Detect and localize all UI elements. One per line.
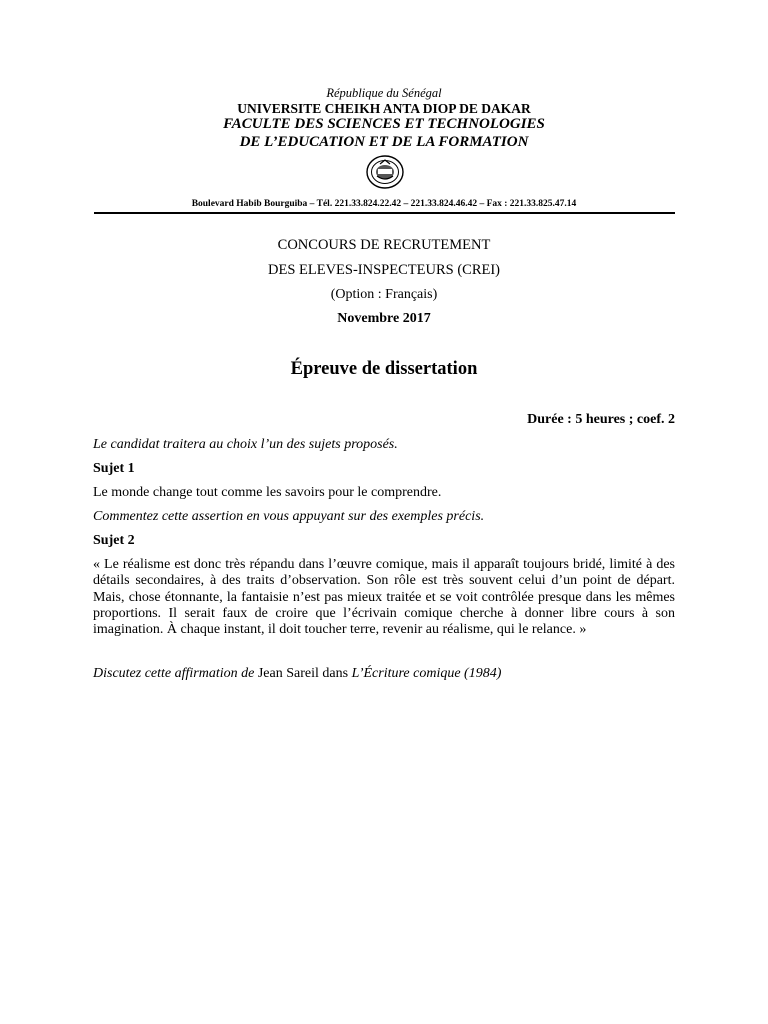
republic-line: République du Sénégal [326, 86, 442, 100]
sujet-1-instruction: Commentez cette assertion en vous appuyant sur des exemples précis. [93, 509, 485, 524]
general-instruction: Le candidat traitera au choix l’un des sujets proposés. [93, 437, 398, 452]
exam-title-line-2: DES ELEVES-INSPECTEURS (CREI) [268, 262, 500, 278]
sujet-2-quote: « Le réalisme est donc très répandu dans l’œuvre comique, mais il apparaît toujours bridé, limité à des détails secondaires, à des traits d’observation. Son rôle est très souvent celui d’un point de départ. Mais, chose étonnante, la fantaisie n’est pas mieux traitée et se voit contrôlée presque dans les mêmes proportions. Il serait faux de croire que l’écrivain comique cherche à donner libre cours à son imagination. À chaque instant, il doit toucher terre, revenir au réalisme, qui le relance. » [93, 557, 675, 638]
exam-date: Novembre 2017 [337, 311, 431, 326]
sujet-2-instruction [93, 666, 675, 682]
university-name: UNIVERSITE CHEIKH ANTA DIOP DE DAKAR [237, 101, 531, 116]
epreuve-title: Épreuve de dissertation [290, 359, 478, 379]
duration-coefficient: Durée : 5 heures ; coef. 2 [527, 412, 675, 427]
faculty-line-2: DE L’EDUCATION ET DE LA FORMATION [239, 134, 529, 150]
author-name: Jean Sareil [257, 666, 319, 681]
faculty-line-1: FACULTE DES SCIENCES ET TECHNOLOGIES [223, 116, 545, 132]
contact-address: Boulevard Habib Bourguiba – Tél. 221.33.824.22.42 – 221.33.824.46.42 – Fax : 221.33.825.47.14 [191, 199, 577, 209]
university-seal-icon [365, 154, 405, 190]
sujet-1-heading: Sujet 1 [93, 461, 135, 476]
sujet-2-heading: Sujet 2 [93, 533, 135, 548]
work-title: L’Écriture comique (1984) [351, 666, 502, 681]
exam-title-line-1: CONCOURS DE RECRUTEMENT [277, 237, 491, 253]
sujet-1-statement: Le monde change tout comme les savoirs pour le comprendre. [93, 485, 442, 500]
exam-option: (Option : Français) [330, 287, 438, 302]
header-divider [94, 212, 675, 214]
instruction-prefix: Discutez cette affirmation de [93, 666, 258, 681]
instruction-middle: dans [318, 666, 352, 681]
